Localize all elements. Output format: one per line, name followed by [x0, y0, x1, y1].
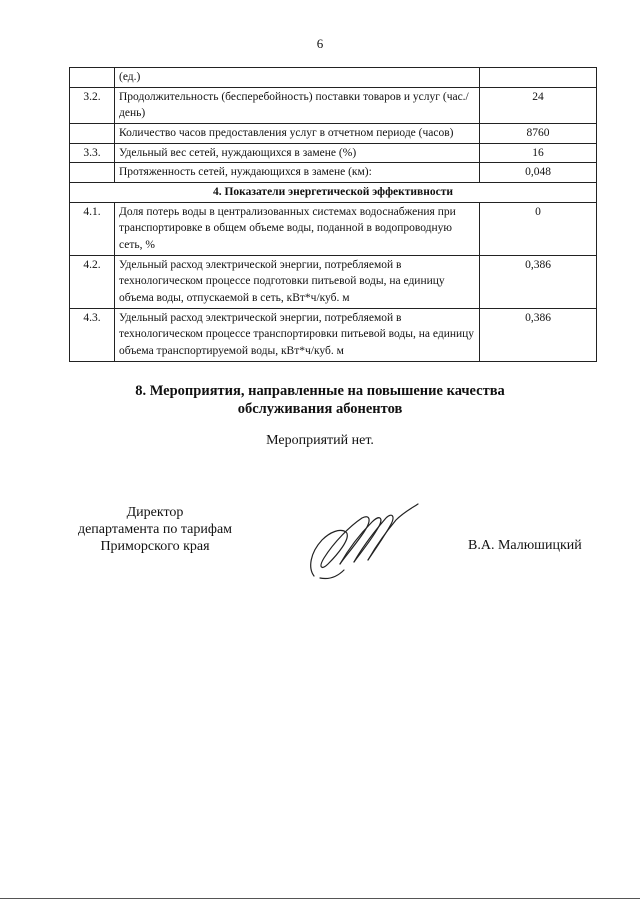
- table-row: [70, 163, 597, 183]
- row-number-cell: 3.3.: [70, 143, 115, 163]
- handwritten-signature: [300, 498, 420, 583]
- signatory-title: [60, 505, 250, 555]
- table-row: [70, 308, 597, 361]
- indicator-name-cell: Протяженность сетей, нуждающихся в замене (км):: [115, 163, 480, 183]
- signatory-title-line2: департамента по тарифам: [77, 521, 233, 537]
- section-8-heading: [0, 382, 640, 418]
- table-row: [70, 124, 597, 144]
- signatory-title-line1: Директор: [126, 505, 184, 520]
- indicator-value-cell: 0,386: [480, 308, 597, 361]
- indicator-value-cell: 8760: [480, 124, 597, 144]
- indicator-name-cell: Продолжительность (бесперебойность) поставки товаров и услуг (час./день): [115, 87, 480, 123]
- row-number-cell: [70, 124, 115, 144]
- signatory-title-line3: Приморского края: [100, 538, 210, 554]
- page-number: 6: [316, 36, 324, 51]
- indicator-name-cell: Удельный расход электрической энергии, потребляемой в технологическом процессе подготовки питьевой воды, на единицу объема воды, отпускаемой в сеть, кВт*ч/куб. м: [115, 255, 480, 308]
- indicator-name-cell: Доля потерь воды в централизованных системах водоснабжения при транспортировке в общем объеме воды, поданной в водопроводную сеть, %: [115, 202, 480, 255]
- signatory-name: В.А. Малюшицкий: [468, 538, 582, 553]
- table-row: [70, 68, 597, 88]
- indicator-value-cell: [480, 68, 597, 88]
- indicator-value-cell: 0,386: [480, 255, 597, 308]
- indicator-name-cell: (ед.): [115, 68, 480, 88]
- page-bottom-edge: [0, 898, 640, 899]
- section-8-body: Мероприятий нет.: [266, 433, 374, 448]
- indicator-name-cell: Удельный вес сетей, нуждающихся в замене (%): [115, 143, 480, 163]
- indicator-name-cell: Количество часов предоставления услуг в отчетном периоде (часов): [115, 124, 480, 144]
- section-header-cell: 4. Показатели энергетической эффективности: [70, 183, 597, 203]
- table-row: [70, 87, 597, 123]
- table-row: [70, 202, 597, 255]
- indicator-value-cell: 24: [480, 87, 597, 123]
- row-number-cell: 4.2.: [70, 255, 115, 308]
- table-row: [70, 183, 597, 203]
- table-row: [70, 143, 597, 163]
- row-number-cell: [70, 68, 115, 88]
- indicator-value-cell: 0,048: [480, 163, 597, 183]
- indicator-value-cell: 0: [480, 202, 597, 255]
- table-row: [70, 255, 597, 308]
- section-8-heading-line2: обслуживания абонентов: [237, 401, 403, 418]
- indicator-name-cell: Удельный расход электрической энергии, потребляемой в технологическом процессе транспортировки питьевой воды, на единицу объема транспортируемой воды, кВт*ч/куб. м: [115, 308, 480, 361]
- section-8-heading-line1: 8. Мероприятия, направленные на повышение качества: [135, 383, 505, 399]
- row-number-cell: [70, 163, 115, 183]
- indicators-table: [69, 67, 597, 362]
- row-number-cell: 4.3.: [70, 308, 115, 361]
- row-number-cell: 4.1.: [70, 202, 115, 255]
- row-number-cell: 3.2.: [70, 87, 115, 123]
- indicator-value-cell: 16: [480, 143, 597, 163]
